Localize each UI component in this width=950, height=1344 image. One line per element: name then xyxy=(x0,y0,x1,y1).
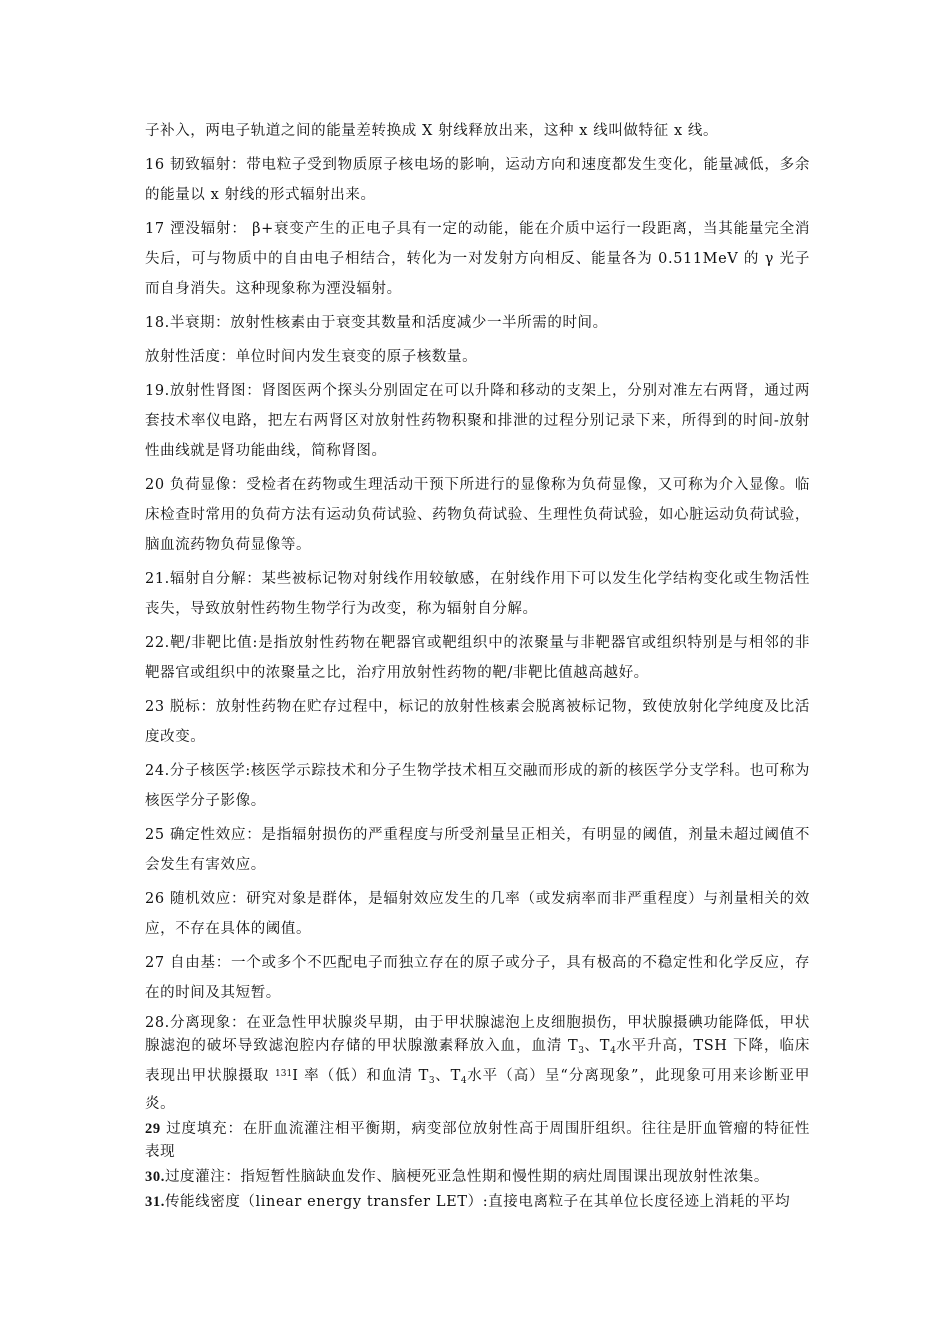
paragraph-25: 25 确定性效应：是指辐射损伤的严重程度与所受剂量呈正相关，有明显的阈值，剂量未超过阈值不会发生有害效应。 xyxy=(145,827,810,873)
p28-text-f: 水平（高）呈“分离现象”，此现象可用来诊断亚甲炎。 xyxy=(145,1068,811,1112)
paragraph-text: 过度灌注：指短暂性脑缺血发作、脑梗死亚急性期和慢性期的病灶周围课出现放射性浓集。 xyxy=(164,1169,769,1185)
p28-text-d: I 率（低）和血清 T xyxy=(292,1068,429,1084)
p28-text-b: 、T xyxy=(583,1038,611,1054)
paragraph-22: 22.靶/非靶比值:是指放射性药物在靶器官或靶组织中的浓聚量与非靶器官或组织特别是与相邻的非靶器官或组织中的浓聚量之比，治疗用放射性药物的靶/非靶比值越高越好。 xyxy=(145,635,810,681)
p28-subscript: 3 xyxy=(428,1076,435,1086)
paragraph-18: 18.半衰期：放射性核素由于衰变其数量和活度减少一半所需的时间。 xyxy=(145,315,608,331)
paragraph-31 xyxy=(145,1191,810,1214)
paragraph-28 xyxy=(145,1012,810,1116)
paragraph-number: 31. xyxy=(145,1194,165,1210)
paragraph-20: 20 负荷显像：受检者在药物或生理活动干预下所进行的显像称为负荷显像，又可称为介入显像。临床检查时常用的负荷方法有运动负荷试验、药物负荷试验、生理性负荷试验，如心脏运动负荷试验，脑血流药物负荷显像等。 xyxy=(145,477,810,553)
paragraph-text: 传能线密度（linear energy transfer LET）:直接电离粒子在其单位长度径迹上消耗的平均 xyxy=(164,1194,791,1210)
p28-subscript: 4 xyxy=(460,1076,467,1086)
paragraph-18-activity: 放射性活度：单位时间内发生衰变的原子核数量。 xyxy=(145,349,478,365)
paragraph-30 xyxy=(145,1166,810,1189)
p28-text-a: 28.分离现象：在亚急性甲状腺炎早期，由于甲状腺滤泡上皮细胞损伤，甲状腺摄碘功能降低，甲状腺滤泡的破坏导致滤泡腔内存储的甲状腺激素释放入血，血清 T xyxy=(145,1015,810,1054)
paragraph-23: 23 脱标：放射性药物在贮存过程中，标记的放射性核素会脱离被标记物，致使放射化学纯度及比活度改变。 xyxy=(145,699,810,745)
paragraph-continuation: 子补入，两电子轨道之间的能量差转换成 X 射线释放出来，这种 x 线叫做特征 x 线。 xyxy=(145,123,719,139)
p28-subscript: 4 xyxy=(610,1046,616,1056)
paragraph-19: 19.放射性肾图：肾图医两个探头分别固定在可以升降和移动的支架上，分别对准左右两肾，通过两套技术率仪电路，把左右两肾区对放射性药物积聚和排泄的过程分别记录下来，所得到的时间-放射性曲线就是肾功能曲线，简称肾图。 xyxy=(145,383,810,459)
p28-subscript: 3 xyxy=(578,1046,584,1056)
paragraph-number: 30. xyxy=(145,1169,165,1185)
document-body xyxy=(145,116,810,1216)
paragraph-21: 21.辐射自分解：某些被标记物对射线作用较敏感，在射线作用下可以发生化学结构变化或生物活性丧失，导致放射性药物生物学行为改变，称为辐射自分解。 xyxy=(145,571,810,617)
p28-text-e: 、T xyxy=(434,1068,461,1084)
p28-text-c: 水平升高，TSH 下降，临床表现出甲状腺摄取 xyxy=(145,1038,810,1084)
paragraph-26: 26 随机效应：研究对象是群体，是辐射效应发生的几率（或发病率而非严重程度）与剂量相关的效应，不存在具体的阈值。 xyxy=(145,891,810,937)
p28-superscript: 131 xyxy=(275,1069,293,1079)
paragraph-16: 16 韧致辐射：带电粒子受到物质原子核电场的影响，运动方向和速度都发生变化，能量减低，多余的能量以 x 射线的形式辐射出来。 xyxy=(145,157,810,203)
paragraph-29 xyxy=(145,1118,810,1164)
paragraph-number: 29 xyxy=(145,1121,161,1137)
paragraph-24: 24.分子核医学:核医学示踪技术和分子生物学技术相互交融而形成的新的核医学分支学科。也可称为核医学分子影像。 xyxy=(145,763,810,809)
paragraph-text: 过度填充：在肝血流灌注相平衡期，病变部位放射性高于周围肝组织。往往是肝血管瘤的特征性表现 xyxy=(145,1121,810,1160)
paragraph-27: 27 自由基：一个或多个不匹配电子而独立存在的原子或分子，具有极高的不稳定性和化学反应，存在的时间及其短暂。 xyxy=(145,955,810,1001)
paragraph-17: 17 湮没辐射： β+衰变产生的正电子具有一定的动能，能在介质中运行一段距离，当其能量完全消失后，可与物质中的自由电子相结合，转化为一对发射方向相反、能量各为 0.511MeV 的 γ 光子而自身消失。这种现象称为湮没辐射。 xyxy=(145,221,810,297)
